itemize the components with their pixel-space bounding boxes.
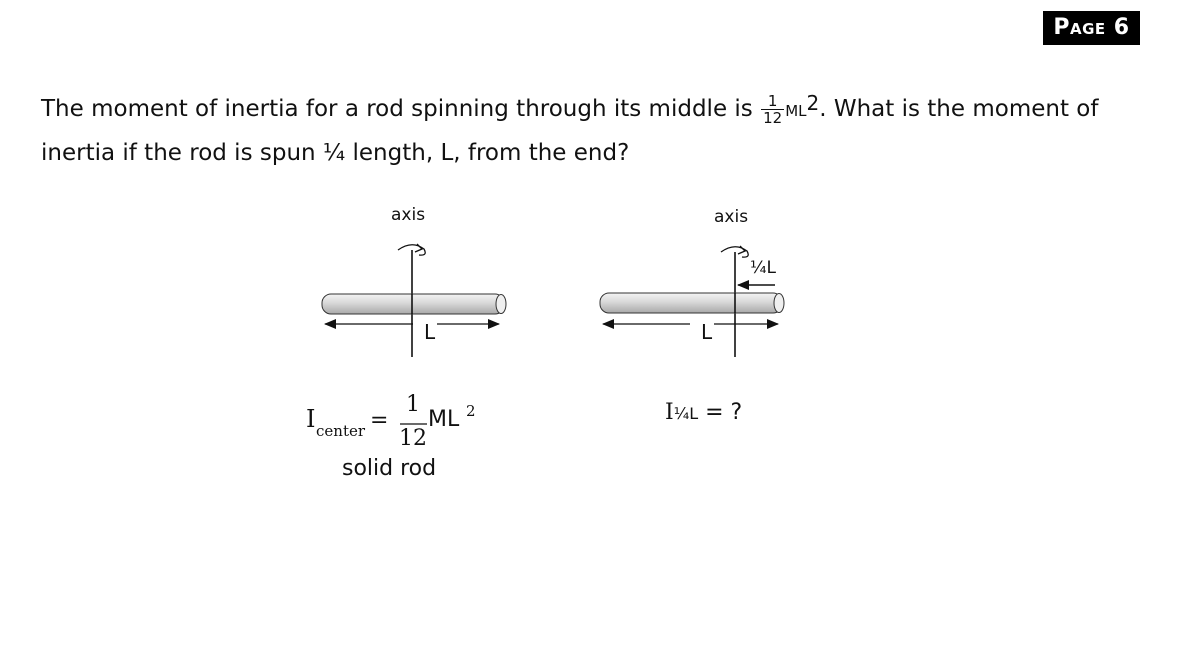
left-rod <box>322 294 504 314</box>
question-ml-text: ML <box>785 102 807 120</box>
right-formula-subscript: ¼L <box>673 404 699 423</box>
left-formula-denominator: 12 <box>399 426 427 451</box>
right-rod-end <box>774 294 784 313</box>
question-part2: . What is the moment of <box>819 96 1099 122</box>
left-formula-subscript: center <box>316 422 366 440</box>
left-formula-numerator: 1 <box>406 392 420 417</box>
left-caption: solid rod <box>342 456 437 481</box>
left-axis-label: axis <box>391 205 426 225</box>
right-length-label: L <box>701 320 713 344</box>
question-line2: inertia if the rod is spun ¼ length, L, from the end? <box>41 140 630 166</box>
question-part1: The moment of inertia for a rod spinning through its middle is <box>41 96 761 122</box>
page-label: Page 6 <box>1053 15 1130 40</box>
left-formula-ml: ML <box>428 407 460 432</box>
right-rod <box>600 293 782 313</box>
question-fraction-denominator: 12 <box>763 109 783 127</box>
left-length-label: L <box>424 320 436 344</box>
left-rod-end <box>496 295 506 314</box>
left-rod-diagram <box>322 244 506 357</box>
quarter-length-label: ¼L <box>750 258 776 278</box>
right-formula <box>665 400 742 425</box>
question-fraction-numerator: 1 <box>761 93 784 110</box>
right-axis-label: axis <box>714 207 749 227</box>
left-formula-equals: = <box>370 408 389 433</box>
question-power: 2 <box>806 91 820 115</box>
left-formula-power: 2 <box>466 402 476 420</box>
right-formula-symbol: I <box>665 400 674 425</box>
right-formula-rest: = ? <box>698 400 743 425</box>
left-formula-symbol: I <box>306 405 316 433</box>
